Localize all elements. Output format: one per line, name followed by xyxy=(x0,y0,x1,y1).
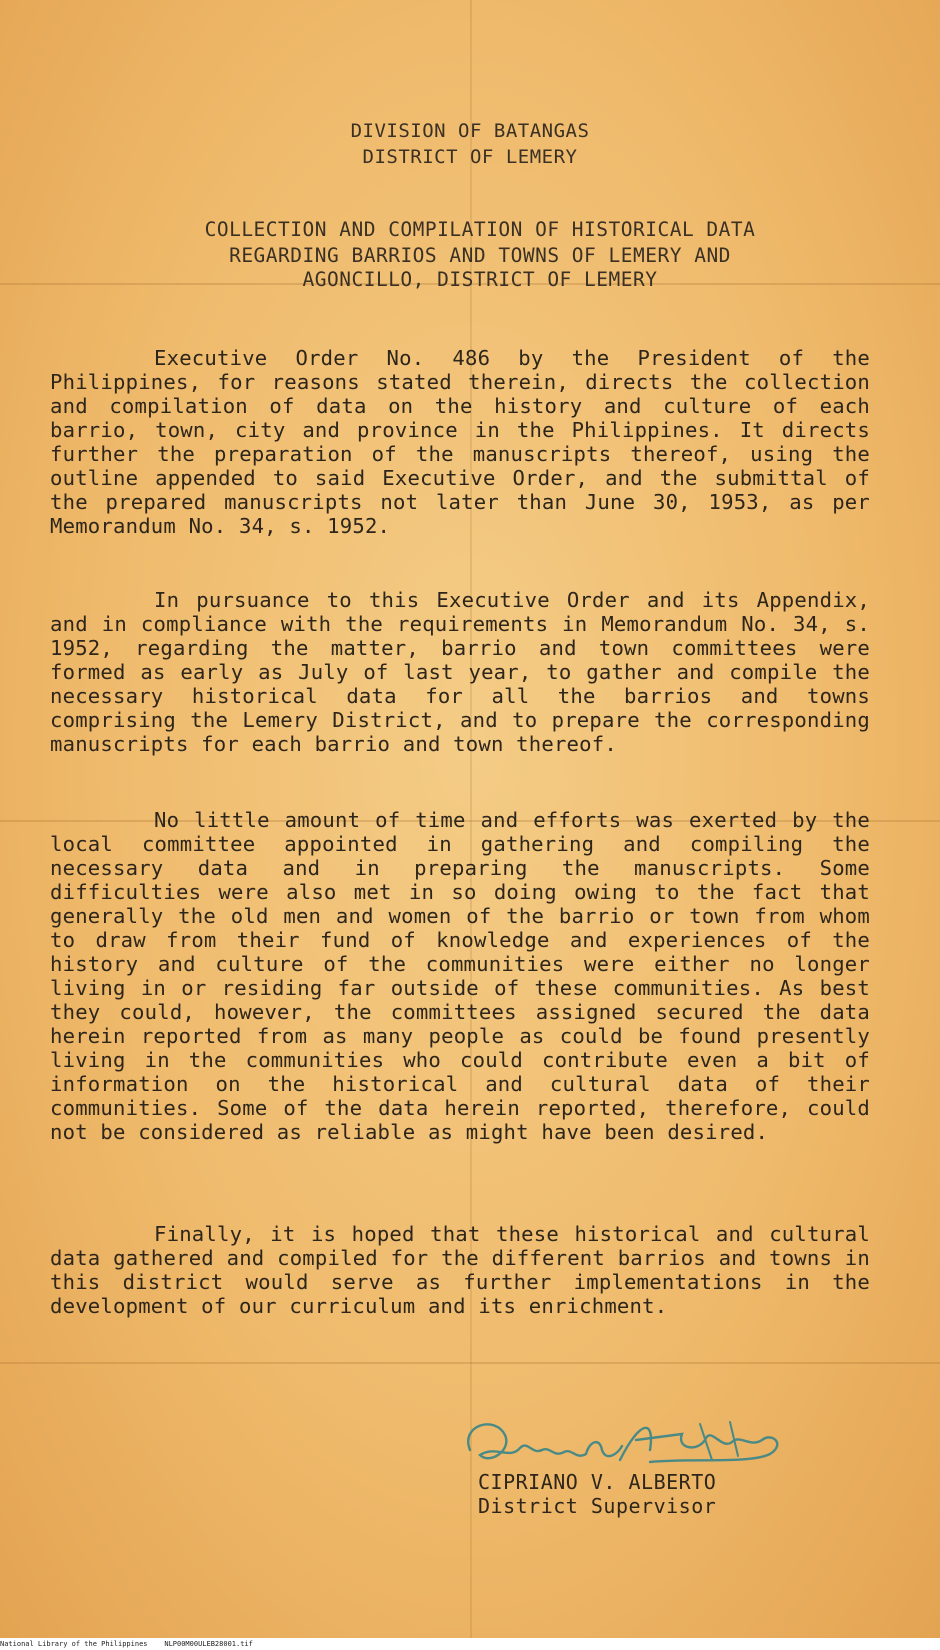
signatory-position: District Supervisor xyxy=(478,1494,717,1518)
archive-footer: National Library of the Philippines NLP00M00ULEB28001.tif xyxy=(0,1640,253,1648)
district-heading: DISTRICT OF LEMERY xyxy=(362,146,578,168)
document-title-line-2: REGARDING BARRIOS AND TOWNS OF LEMERY AND xyxy=(229,244,731,267)
document-title-line-1: COLLECTION AND COMPILATION OF HISTORICAL DATA xyxy=(204,218,756,241)
division-heading: DIVISION OF BATANGAS xyxy=(350,120,590,142)
body-paragraph-2: In pursuance to this Executive Order and its Appendix, and in compliance with the requirements in Memorandum No. 34, s. 1952, regarding the matter, barrio and town committees were formed as early as July of last year, to gather and compile the necessary historical data for all the barrios and towns comprising the Lemery District, and to prepare the corresponding manuscripts for each barrio and town thereof. xyxy=(50,588,870,756)
body-paragraph-4: Finally, it is hoped that these historical and cultural data gathered and compiled for the different barrios and towns in this district would serve as further implementations in the development of our curriculum and its enrichment. xyxy=(50,1222,870,1318)
document-title-line-3: AGONCILLO, DISTRICT OF LEMERY xyxy=(302,268,658,291)
body-paragraph-3: No little amount of time and efforts was exerted by the local committee appointed in gathering and compiling the necessary data and in preparing the manuscripts. Some difficulties were also met in so doing owing to the fact that generally the old men and women of the barrio or town from whom to draw from their fund of knowledge and experiences of the history and culture of the communities were either no longer living in or residing far outside of these communities. As best they could, however, the committees assigned secured the data herein reported from as many people as could be found presently living in the communities who could contribute even a bit of information on the historical and cultural data of their communities. Some of the data herein reported, therefore, could not be considered as reliable as might have been desired. xyxy=(50,808,870,1144)
signatory-name: CIPRIANO V. ALBERTO xyxy=(478,1470,717,1494)
body-paragraph-1: Executive Order No. 486 by the President of the Philippines, for reasons stated therein, directs the collection and compilation of data on the history and culture of each barrio, town, city and province in the Philippines. It directs further the preparation of the manuscripts thereof, using the outline appended to said Executive Order, and the submittal of the prepared manuscripts not later than June 30, 1953, as per Memorandum No. 34, s. 1952. xyxy=(50,346,870,538)
